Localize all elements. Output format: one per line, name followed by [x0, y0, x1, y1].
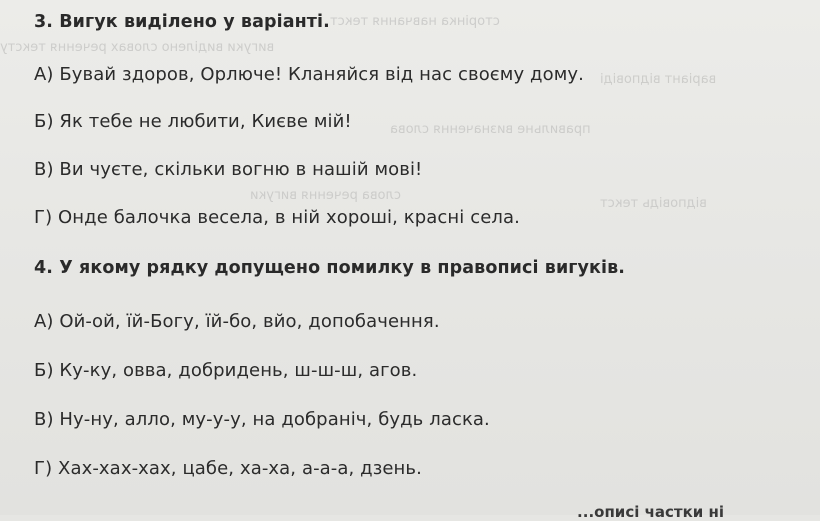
bleed-through-text: слова речення вигуки [250, 188, 401, 203]
question-4-option-a: А) Ой-ой, їй-Богу, їй-бо, вйо, допобачення. [34, 311, 440, 332]
question-3-option-c: В) Ви чуєте, скільки вогню в нашій мові! [34, 159, 423, 180]
bleed-through-text: сторінка навчання текст [330, 14, 500, 29]
question-4-option-c: В) Ну-ну, алло, му-у-у, на добраніч, будь ласка. [34, 409, 490, 430]
bleed-through-text: правильне визначення слова [390, 122, 591, 137]
bleed-through-text: відповідь текст [600, 196, 707, 211]
cut-off-footer-text: ...описі частки ні [577, 503, 724, 521]
question-3-title: 3. Вигук виділено у варіанті. [34, 12, 330, 32]
question-3-option-a: А) Бувай здоров, Орлюче! Кланяйся від нас своєму дому. [34, 64, 584, 85]
question-4-option-b: Б) Ку-ку, овва, добридень, ш-ш-ш, агов. [34, 360, 418, 381]
bleed-through-text: вигуки виділено словах речення тексту [0, 40, 275, 55]
question-3-option-b: Б) Як тебе не любити, Києве мій! [34, 111, 352, 132]
question-4-option-d: Г) Хах-хах-хах, цабе, ха-ха, а-а-а, дзень. [34, 458, 422, 479]
bleed-through-text: варіант відповіді [600, 72, 717, 87]
question-4-title: 4. У якому рядку допущено помилку в правописі вигуків. [34, 258, 626, 278]
question-3-option-d: Г) Онде балочка весела, в ній хороші, красні села. [34, 207, 520, 228]
